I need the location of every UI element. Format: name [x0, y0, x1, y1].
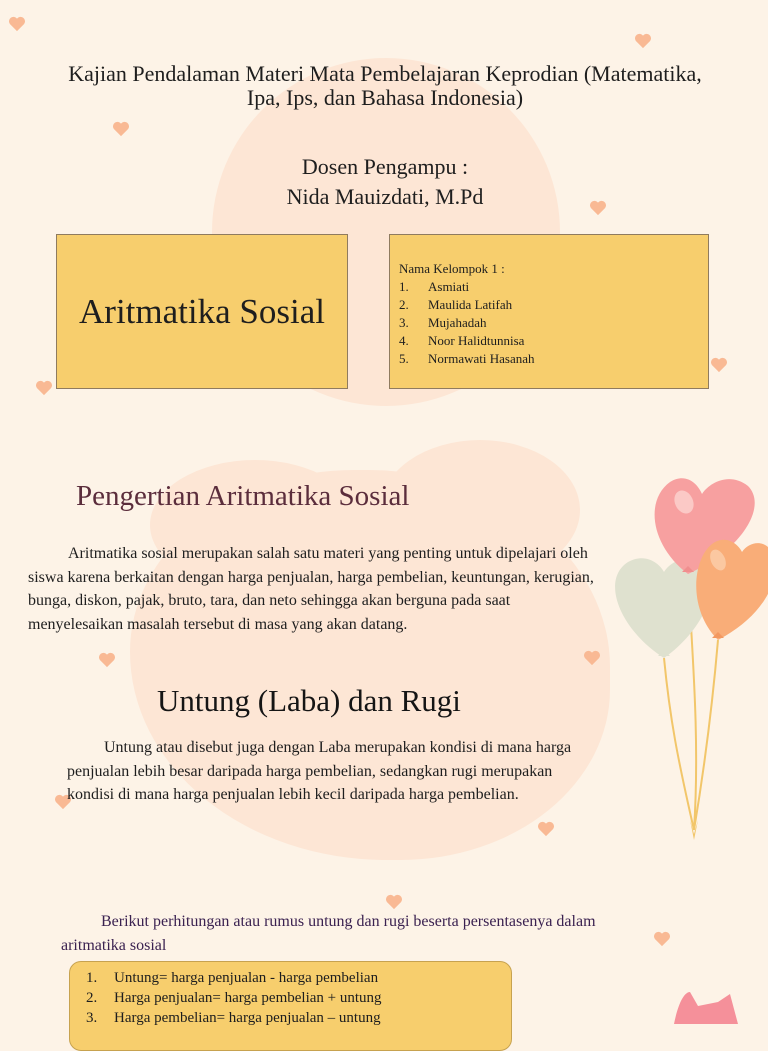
- member-name: Asmiati: [428, 279, 470, 294]
- member-list: [399, 278, 708, 368]
- slide-title: Aritmatika Sosial: [79, 291, 325, 331]
- rumus-intro: Berikut perhitungan atau rumus untung dan rugi beserta persentasenya dalam aritmatika sosial: [61, 913, 596, 954]
- heart-icon: [385, 894, 403, 910]
- formula-number: 1.: [86, 970, 98, 986]
- heart-icon: [8, 16, 26, 32]
- balloon-orange: [696, 540, 768, 640]
- member-number: 4.: [399, 333, 409, 348]
- member-name: Normawati Hasanah: [428, 351, 535, 366]
- formula-box: [69, 961, 512, 1051]
- formula-number: 2.: [86, 990, 98, 1006]
- member-item: [399, 314, 708, 332]
- title-box: [56, 234, 348, 389]
- formula-text: Harga pembelian= harga penjualan – untung: [114, 1010, 381, 1026]
- formula-list: [86, 968, 511, 1028]
- group-box: [389, 234, 709, 389]
- formula-item: [86, 1008, 511, 1028]
- formula-item: [86, 968, 511, 988]
- member-item: [399, 278, 708, 296]
- member-number: 3.: [399, 315, 409, 330]
- heart-icon: [583, 650, 601, 666]
- formula-item: [86, 988, 511, 1008]
- heart-icon: [710, 357, 728, 373]
- decorative-shape: [668, 984, 768, 1024]
- untung-rugi-paragraph: Untung atau disebut juga dengan Laba merupakan kondisi di mana harga penjualan lebih besar daripada harga pembelian, sedangkan rugi merupakan kondisi di mana harga penjualan lebih kecil daripada harga pembelian.: [67, 739, 572, 803]
- member-name: Noor Halidtunnisa: [428, 333, 525, 348]
- heart-icon: [112, 121, 130, 137]
- member-name: Maulida Latifah: [428, 297, 513, 312]
- lecturer-label: Dosen Pengampu :: [301, 154, 469, 179]
- formula-text: Untung= harga penjualan - harga pembelian: [114, 970, 379, 986]
- member-number: 1.: [399, 279, 409, 294]
- member-item: [399, 350, 708, 368]
- formula-number: 3.: [86, 1010, 98, 1026]
- pengertian-heading: Pengertian Aritmatika Sosial: [76, 480, 410, 512]
- member-number: 5.: [399, 351, 409, 366]
- member-number: 2.: [399, 297, 409, 312]
- heart-icon: [589, 200, 607, 216]
- header-title: Kajian Pendalaman Materi Mata Pembelajaran Keprodian (Matematika, Ipa, Ips, dan Bahasa Indonesia): [68, 61, 702, 110]
- lecturer-name: Nida Mauizdati, M.Pd: [286, 184, 484, 209]
- pengertian-paragraph: Aritmatika sosial merupakan salah satu materi yang penting untuk dipelajari oleh siswa karena berkaitan dengan harga penjualan, harga pembelian, keuntungan, kerugian, bunga, diskon, pajak, bruto, tara, dan neto sehingga akan berguna pada saat menyelesaikan masalah tersebut di masa yang akan datang.: [28, 545, 594, 633]
- balloons-illustration: [600, 460, 768, 860]
- heart-icon: [537, 821, 555, 837]
- group-label: Nama Kelompok 1 :: [399, 261, 505, 276]
- member-item: [399, 296, 708, 314]
- member-item: [399, 332, 708, 350]
- heart-icon: [634, 33, 652, 49]
- member-name: Mujahadah: [428, 315, 487, 330]
- formula-text: Harga penjualan= harga pembelian + untung: [114, 990, 382, 1006]
- heart-icon: [35, 380, 53, 396]
- heart-icon: [98, 652, 116, 668]
- untung-rugi-heading: Untung (Laba) dan Rugi: [157, 683, 461, 718]
- lecturer-block: [180, 152, 590, 212]
